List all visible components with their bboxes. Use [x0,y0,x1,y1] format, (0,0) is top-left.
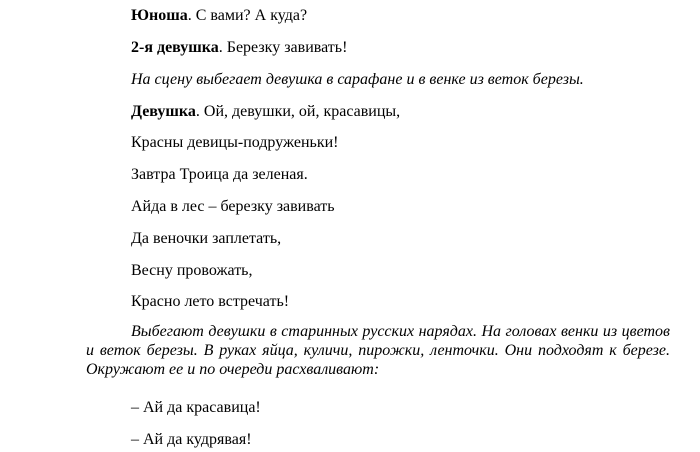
line-text: . Ой, девушки, ой, красавицы, [195,103,401,120]
stage-direction: На сцену выбегает девушка в сарафане и в венке из веток березы. [131,71,584,88]
stage-direction-paragraph: Выбегают девушки в старинных русских нарядах. На головах венки из цветов и веток березы. В руках яйца, куличи, пирожки, ленточки. Они подходят к березе. Окружают ее и по очереди расхваливают: [86,323,670,378]
speaker-name: Юноша [131,7,188,24]
dialogue-line [131,6,307,25]
reply-line: – Ай да красавица! [131,399,261,416]
verse-line: Весну провожать, [131,262,253,279]
line-text: . Березку завивать! [218,39,348,56]
verse-line: Да веночки заплетать, [131,230,282,247]
reply-line: – Ай да кудрявая! [131,431,252,448]
dialogue-line [131,38,347,57]
verse-line: Красно лето встречать! [131,293,290,310]
dialogue-line [131,102,400,121]
verse-line: Айда в лес – березку завивать [131,198,335,215]
verse-line: Красны девицы-подруженьки! [131,134,339,151]
verse-line: Завтра Троица да зеленая. [131,166,308,183]
speaker-name: Девушка [131,103,196,120]
speaker-name: 2-я девушка [131,39,219,56]
line-text: . С вами? А куда? [187,7,308,24]
